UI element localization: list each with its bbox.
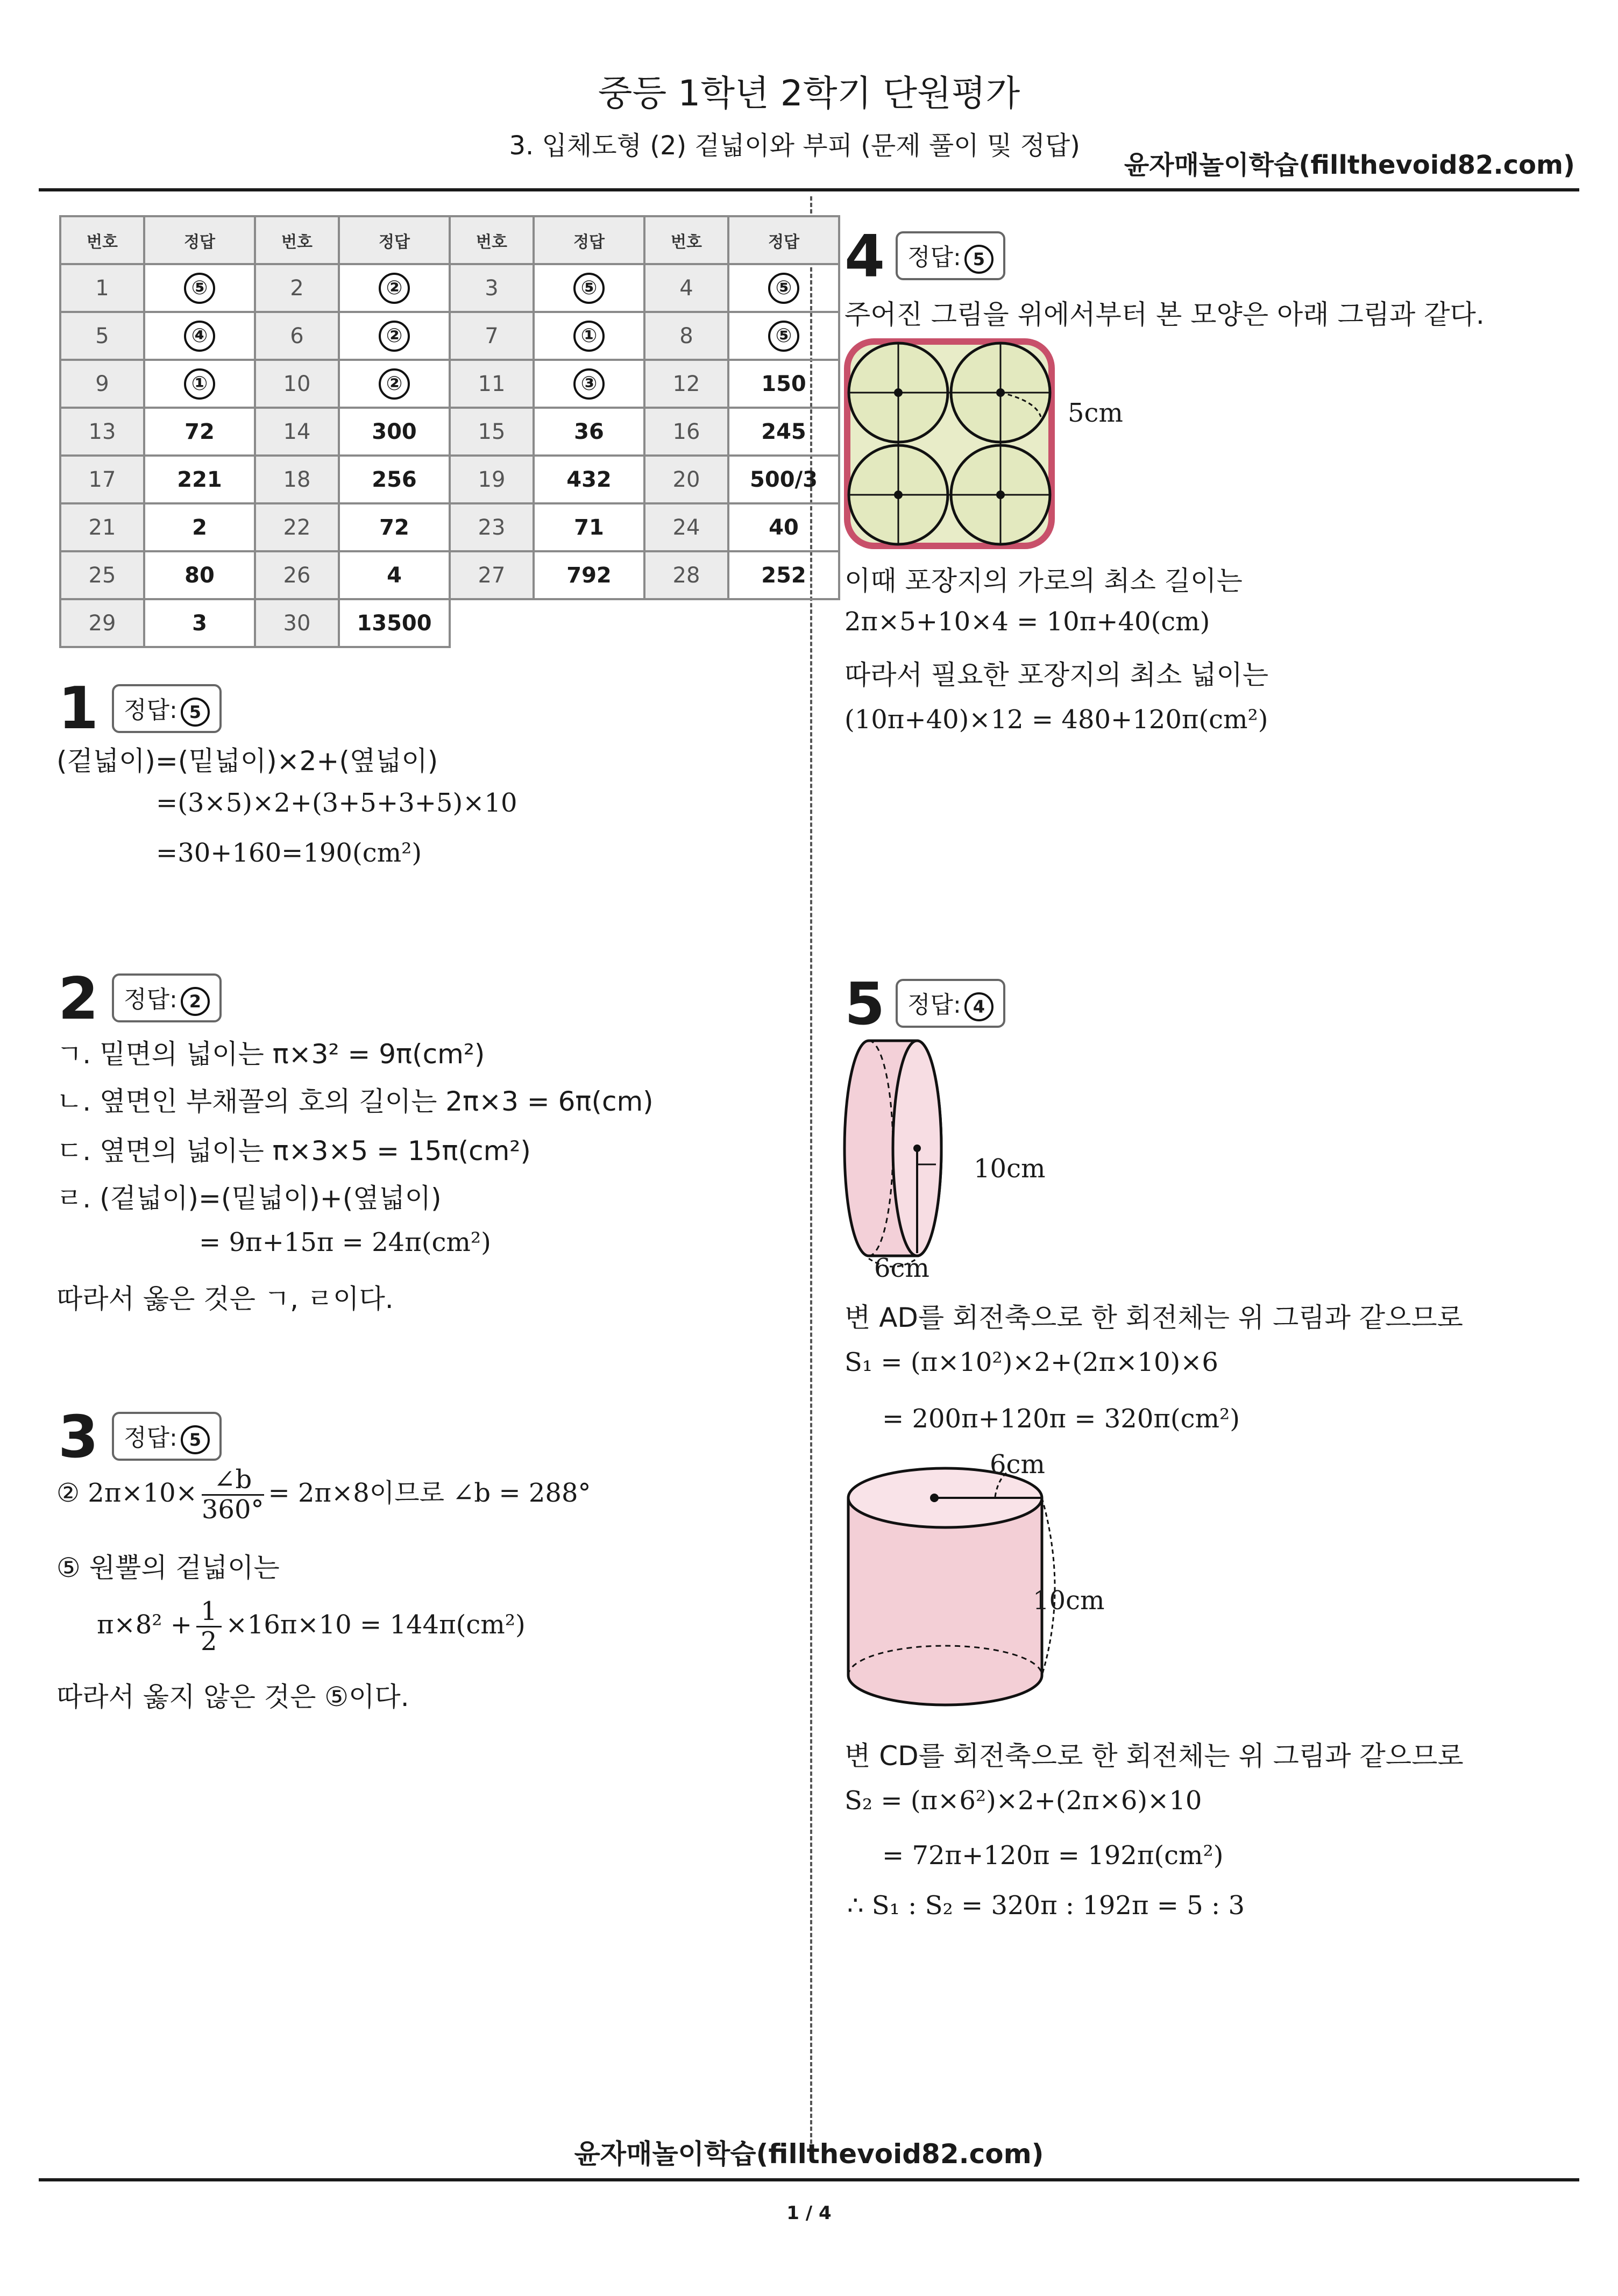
answer-table <box>59 215 840 648</box>
answer-cell: 72 <box>339 503 450 551</box>
question-number-cell: 4 <box>644 264 728 312</box>
question-number-cell: 2 <box>255 264 339 312</box>
q3-line: ⑤ 원뿔의 겉넓이는 <box>56 1552 280 1583</box>
q5-line: S₂ = (π×6²)×2+(2π×6)×10 <box>845 1786 1202 1816</box>
question-number-cell: 26 <box>255 551 339 599</box>
empty-cell <box>450 599 644 647</box>
answer-cell: 245 <box>728 408 839 456</box>
question-number-cell: 21 <box>60 503 144 551</box>
empty-cell <box>644 599 839 647</box>
question-number-cell: 3 <box>450 264 534 312</box>
circled-answer: ① <box>573 321 605 352</box>
answer-cell <box>144 264 255 312</box>
badge-label: 정답: <box>907 991 961 1019</box>
question-number-cell: 25 <box>60 551 144 599</box>
answer-cell: 300 <box>339 408 450 456</box>
tall-cylinder-figure <box>842 1455 1068 1713</box>
answer-badge <box>112 684 222 733</box>
question-number-cell: 17 <box>60 456 144 503</box>
circled-answer: ④ <box>184 321 215 352</box>
question-number-cell: 8 <box>644 312 728 360</box>
question-number-cell: 22 <box>255 503 339 551</box>
frac-denominator: 2 <box>201 1626 217 1657</box>
col-header: 번호 <box>255 216 339 264</box>
question-number-cell: 10 <box>255 360 339 408</box>
q3-line <box>97 1597 526 1656</box>
question-number-cell: 12 <box>644 360 728 408</box>
q5-line: = 72π+120π = 192π(cm²) <box>882 1840 1224 1871</box>
table-row <box>60 264 839 312</box>
answer-circle: 5 <box>964 245 993 274</box>
question-number-cell: 30 <box>255 599 339 647</box>
col-header: 정답 <box>728 216 839 264</box>
answer-circle: 4 <box>964 992 993 1021</box>
answer-cell: 80 <box>144 551 255 599</box>
answer-cell: 40 <box>728 503 839 551</box>
table-row <box>60 456 839 503</box>
q1-line: (겉넓이)=(밑넓이)×2+(옆넓이) <box>56 745 438 777</box>
q4-line: (10π+40)×12 = 480+120π(cm²) <box>845 705 1268 735</box>
q2-line: ㄴ. 옆면인 부채꼴의 호의 길이는 2π×3 = 6π(cm) <box>56 1086 654 1117</box>
circled-answer: ⑤ <box>768 273 799 304</box>
question-number-cell: 15 <box>450 408 534 456</box>
badge-label: 정답: <box>124 696 178 724</box>
frac-denominator: 360° <box>201 1494 264 1525</box>
q4-line: 따라서 필요한 포장지의 최소 넓이는 <box>845 659 1269 691</box>
answer-badge <box>896 231 1005 280</box>
question-number-cell: 5 <box>60 312 144 360</box>
question-number-cell: 29 <box>60 599 144 647</box>
question-number-cell: 27 <box>450 551 534 599</box>
q3-line <box>56 1466 591 1524</box>
answer-cell <box>144 360 255 408</box>
answer-cell: 252 <box>728 551 839 599</box>
question-number-cell: 6 <box>255 312 339 360</box>
answer-cell: 13500 <box>339 599 450 647</box>
q5-line: S₁ = (π×10²)×2+(2π×10)×6 <box>845 1347 1218 1377</box>
question-number-cell: 13 <box>60 408 144 456</box>
question-number: 4 <box>845 223 885 290</box>
frac-numerator: ∠b <box>202 1466 264 1496</box>
badge-label: 정답: <box>907 244 961 271</box>
answer-cell <box>534 312 644 360</box>
question-number-cell: 18 <box>255 456 339 503</box>
circled-answer: ③ <box>573 368 605 400</box>
answer-cell: 4 <box>339 551 450 599</box>
answer-badge <box>112 1412 222 1461</box>
answer-cell: 72 <box>144 408 255 456</box>
col-header: 정답 <box>144 216 255 264</box>
q2-line: ㄷ. 옆면의 넓이는 π×3×5 = 15π(cm²) <box>56 1135 531 1167</box>
question-number-cell: 11 <box>450 360 534 408</box>
answer-cell: 256 <box>339 456 450 503</box>
q5-line: = 200π+120π = 320π(cm²) <box>882 1404 1240 1434</box>
footer-rule <box>39 2178 1579 2181</box>
answer-badge <box>112 973 222 1022</box>
col-header: 정답 <box>534 216 644 264</box>
page-number: 1 / 4 <box>786 2202 832 2224</box>
answer-cell: 432 <box>534 456 644 503</box>
badge-label: 정답: <box>124 1424 178 1452</box>
answer-cell: 500/3 <box>728 456 839 503</box>
q5-line: ∴ S₁ : S₂ = 320π : 192π = 5 : 3 <box>847 1890 1245 1921</box>
q3-expr: π×8² + <box>97 1609 193 1640</box>
figure-label: 5cm <box>1068 398 1123 428</box>
figure-label: 6cm <box>990 1449 1045 1480</box>
q5-line: 변 CD를 회전축으로 한 회전체는 위 그림과 같으므로 <box>845 1740 1464 1772</box>
question-number-cell: 16 <box>644 408 728 456</box>
footer-brand: 윤자매놀이학습(fillthevoid82.com) <box>574 2138 1044 2170</box>
page-subtitle: 3. 입체도형 (2) 겉넓이와 부피 (문제 풀이 및 정답) <box>509 131 1080 161</box>
circled-answer: ⑤ <box>768 321 799 352</box>
flat-cylinder-figure <box>842 1035 949 1288</box>
question-number-cell: 9 <box>60 360 144 408</box>
col-header: 번호 <box>450 216 534 264</box>
answer-table-header <box>60 216 839 264</box>
q4-line: 이때 포장지의 가로의 최소 길이는 <box>845 565 1243 596</box>
cylinders-top-view-figure <box>842 336 1068 551</box>
question-number: 3 <box>58 1404 99 1471</box>
answer-cell: 3 <box>144 599 255 647</box>
question-number-cell: 20 <box>644 456 728 503</box>
answer-cell <box>144 312 255 360</box>
col-header: 정답 <box>339 216 450 264</box>
header-rule <box>39 188 1579 191</box>
badge-label: 정답: <box>124 986 178 1013</box>
circled-answer: ⑤ <box>573 273 605 304</box>
answer-cell <box>339 312 450 360</box>
circled-answer: ⑤ <box>184 273 215 304</box>
question-number-cell: 28 <box>644 551 728 599</box>
answer-circle: 5 <box>181 1425 210 1454</box>
question-number: 5 <box>845 971 885 1038</box>
answer-cell: 792 <box>534 551 644 599</box>
fraction <box>196 1597 222 1656</box>
answer-circle: 2 <box>181 987 210 1016</box>
q3-expr: ×16π×10 = 144π(cm²) <box>225 1609 526 1640</box>
answer-cell: 221 <box>144 456 255 503</box>
question-number: 2 <box>58 965 99 1033</box>
answer-cell <box>728 312 839 360</box>
question-number-cell: 23 <box>450 503 534 551</box>
answer-circle: 5 <box>181 698 210 727</box>
answer-cell <box>339 360 450 408</box>
frac-numerator: 1 <box>196 1597 222 1627</box>
q1-line: =(3×5)×2+(3+5+3+5)×10 <box>156 788 517 818</box>
q3-line: 따라서 옳지 않은 것은 ⑤이다. <box>56 1681 409 1712</box>
circled-answer: ② <box>379 321 410 352</box>
answer-cell: 71 <box>534 503 644 551</box>
q2-line: ㄱ. 밑면의 넓이는 π×3² = 9π(cm²) <box>56 1039 485 1070</box>
answer-badge <box>896 979 1005 1028</box>
answer-cell <box>534 264 644 312</box>
table-row <box>60 551 839 599</box>
circled-answer: ① <box>184 368 215 400</box>
table-row <box>60 312 839 360</box>
question-number-cell: 24 <box>644 503 728 551</box>
col-header: 번호 <box>60 216 144 264</box>
figure-label: 10cm <box>1033 1586 1105 1616</box>
header-brand: 윤자매놀이학습(fillthevoid82.com) <box>1124 150 1575 180</box>
question-number-cell: 19 <box>450 456 534 503</box>
table-row <box>60 503 839 551</box>
q3-expr: ② 2π×10× <box>56 1477 197 1508</box>
figure-label: 10cm <box>974 1154 1046 1184</box>
col-header: 번호 <box>644 216 728 264</box>
answer-cell <box>534 360 644 408</box>
table-row <box>60 360 839 408</box>
circled-answer: ② <box>379 368 410 400</box>
question-number-cell: 14 <box>255 408 339 456</box>
answer-cell: 36 <box>534 408 644 456</box>
answer-cell <box>728 264 839 312</box>
q2-line: ㄹ. (겉넓이)=(밑넓이)+(옆넓이) <box>56 1183 442 1214</box>
q5-line: 변 AD를 회전축으로 한 회전체는 위 그림과 같으므로 <box>845 1302 1463 1333</box>
q1-line: =30+160=190(cm²) <box>156 838 422 868</box>
table-row <box>60 599 839 647</box>
fraction <box>202 1466 264 1524</box>
q2-line: = 9π+15π = 24π(cm²) <box>199 1227 491 1257</box>
q4-intro: 주어진 그림을 위에서부터 본 모양은 아래 그림과 같다. <box>845 299 1485 330</box>
answer-cell <box>339 264 450 312</box>
circled-answer: ② <box>379 273 410 304</box>
q4-line: 2π×5+10×4 = 10π+40(cm) <box>845 607 1210 637</box>
question-number-cell: 7 <box>450 312 534 360</box>
question-number: 1 <box>58 675 99 742</box>
q3-expr: = 2π×8이므로 ∠b = 288° <box>268 1477 591 1508</box>
answer-cell: 150 <box>728 360 839 408</box>
question-number-cell: 1 <box>60 264 144 312</box>
answer-cell: 2 <box>144 503 255 551</box>
figure-label: 6cm <box>874 1253 929 1283</box>
table-row <box>60 408 839 456</box>
q2-line: 따라서 옳은 것은 ㄱ, ㄹ이다. <box>56 1283 394 1314</box>
page-title: 중등 1학년 2학기 단원평가 <box>598 73 1020 114</box>
